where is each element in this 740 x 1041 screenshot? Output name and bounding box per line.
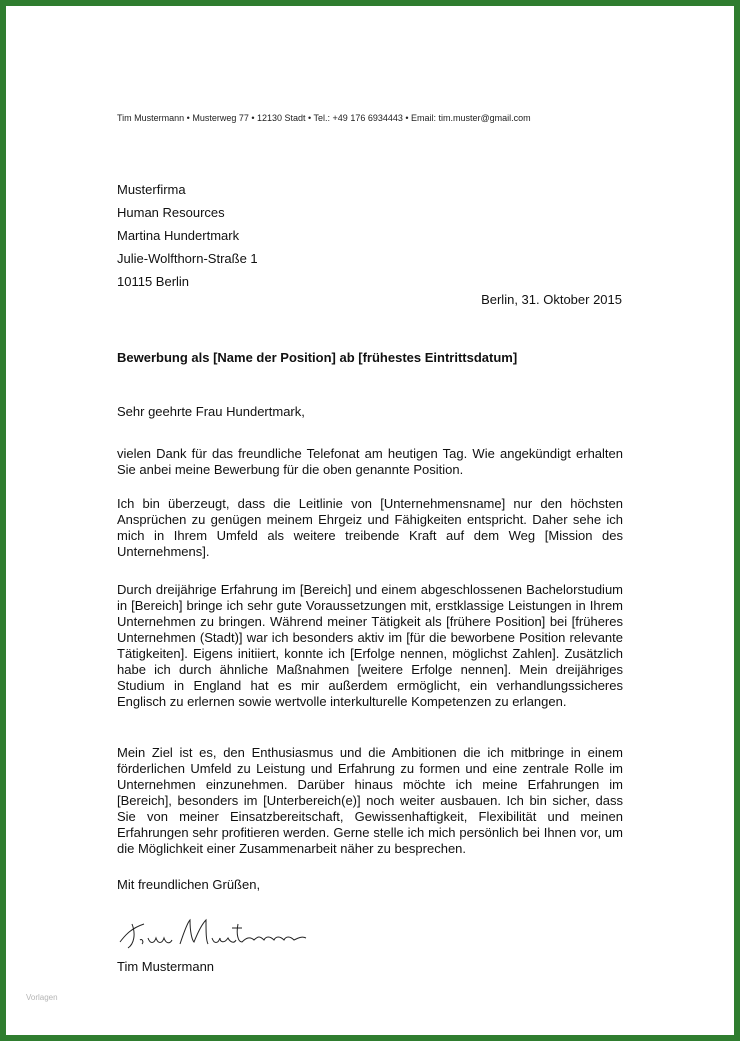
closing: Mit freundlichen Grüßen, (117, 877, 261, 892)
body-paragraph-1: vielen Dank für das freundliche Telefonat am heutigen Tag. Wie angekündigt erhalten Sie anbei meine Bewerbung für die oben genannte Position. (117, 446, 623, 477)
body-paragraph-2: Ich bin überzeugt, dass die Leitlinie von [Unternehmensname] nur den höchsten Ansprüchen zu genügen meinem Ehrgeiz und Fähigkeiten entspricht. Daher sehe ich mich in Ihrem Umfeld als weitere treibende Kraft auf dem Weg [Mission des Unternehmens]. (117, 496, 623, 559)
recipient-company: Musterfirma (117, 182, 186, 197)
watermark: Vorlagen (26, 993, 58, 1002)
sender-line: Tim Mustermann • Musterweg 77 • 12130 Stadt • Tel.: +49 176 6934443 • Email: tim.muster@gmail.com (117, 113, 531, 123)
body-paragraph-3: Durch dreijährige Erfahrung im [Bereich] und einem abgeschlossenen Bachelorstudium in [Bereich] bringe ich sehr gute Voraussetzungen mit, erstklassige Leistungen in Ihrem Unternehmen zu bringen. Während meiner Tätigkeit als [frühere Position] bei [früheres Unternehmen (Stadt)] war ich besonders aktiv im [für die beworbene Position relevante Tätigkeiten]. Eigens initiiert, konnte ich [Erfolge nennen, möglichst Zahlen]. Zusätzlich habe ich durch ähnliche Maßnahmen [weitere Erfolge nennen]. Mein dreijähriges Studium in England hat es mir außerdem ermöglicht, ein verhandlungssicheres Englisch zu erlernen sowie wertvolle interkulturelle Kompetenzen zu erlangen. (117, 582, 623, 709)
recipient-city: 10115 Berlin (117, 274, 190, 289)
letter-date: Berlin, 31. Oktober 2015 (481, 292, 622, 307)
recipient-contact: Martina Hundertmark (117, 228, 240, 243)
letter-page (6, 6, 734, 1035)
recipient-department: Human Resources (117, 205, 225, 220)
signer-name: Tim Mustermann (117, 959, 215, 974)
recipient-street: Julie-Wolfthorn-Straße 1 (117, 251, 258, 266)
handwritten-signature (114, 914, 314, 954)
salutation: Sehr geehrte Frau Hundertmark, (117, 404, 305, 419)
letter-subject: Bewerbung als [Name der Position] ab [frühestes Eintrittsdatum] (117, 350, 518, 365)
body-paragraph-4: Mein Ziel ist es, den Enthusiasmus und die Ambitionen die ich mitbringe in einem förderlichen Umfeld zu Leistung und Erfahrung zu formen und eine zentrale Rolle im Unternehmen einzunehmen. Darüber hinaus möchte ich meine Erfahrungen im [Bereich], besonders im [Unterbereich(e)] noch weiter ausbauen. Ich bin sicher, dass Sie von meiner Einsatzbereitschaft, Gewissenhaftigkeit, Flexibilität und meinen Erfahrungen sehr profitieren werden. Gerne stelle ich mich persönlich bei Ihnen vor, um die Möglichkeit einer Zusammenarbeit näher zu besprechen. (117, 745, 623, 856)
recipient-address (117, 178, 258, 293)
